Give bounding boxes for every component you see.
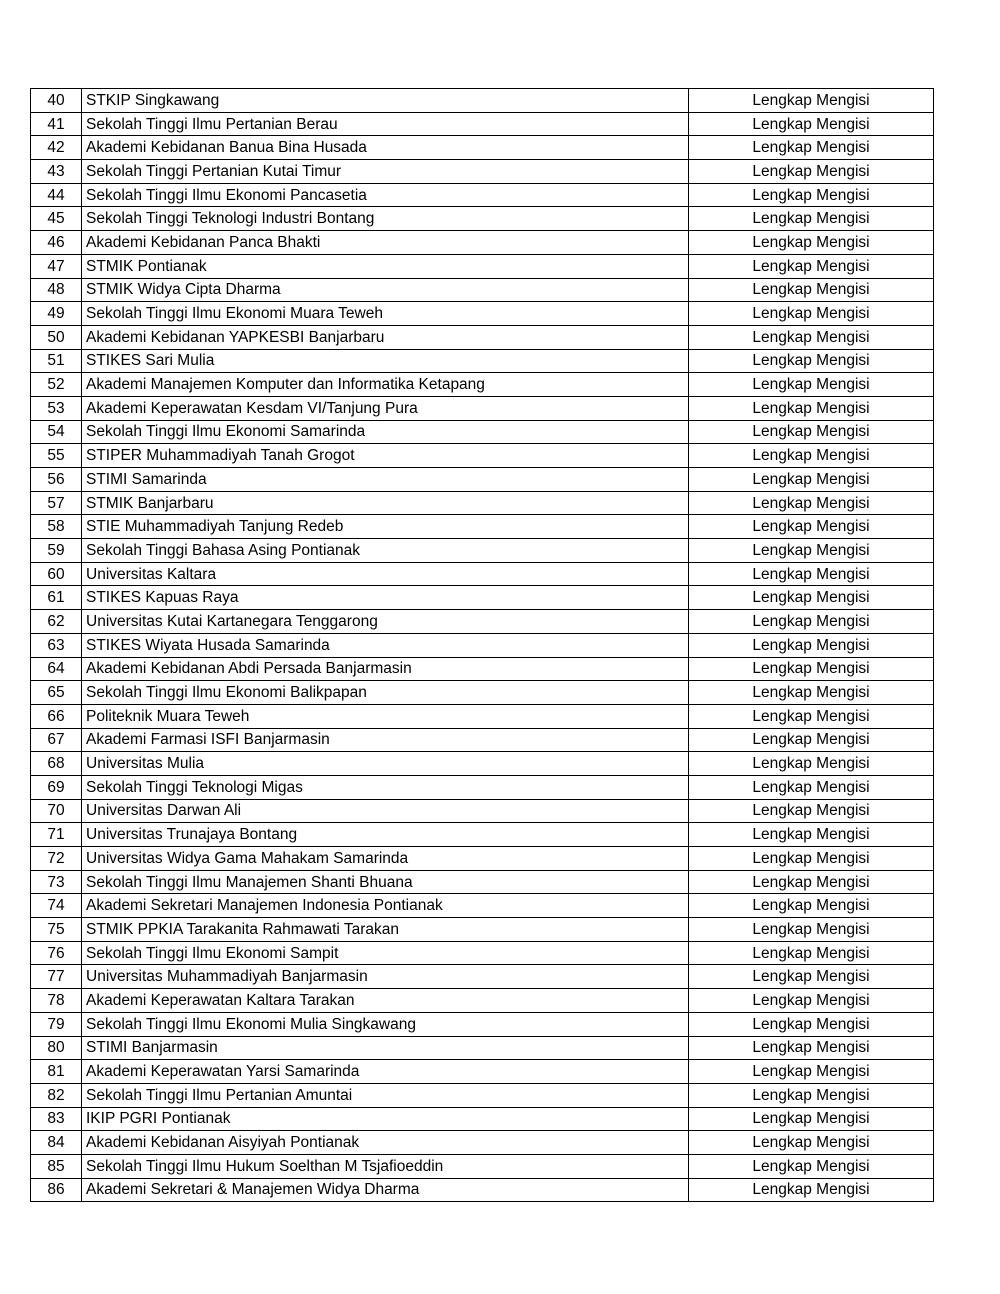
status-cell: Lengkap Mengisi [689,728,934,752]
table-row [31,586,934,610]
status-cell: Lengkap Mengisi [689,657,934,681]
status-cell: Lengkap Mengisi [689,89,934,113]
table-row [31,918,934,942]
table-row [31,468,934,492]
institution-name-cell: Sekolah Tinggi Ilmu Ekonomi Balikpapan [82,681,689,705]
institution-name-cell: Akademi Kebidanan Panca Bhakti [82,231,689,255]
table-row [31,681,934,705]
table-row [31,1012,934,1036]
status-cell: Lengkap Mengisi [689,633,934,657]
institution-name-cell: STIKES Kapuas Raya [82,586,689,610]
status-cell: Lengkap Mengisi [689,491,934,515]
institution-name-cell: Akademi Kebidanan Aisyiyah Pontianak [82,1131,689,1155]
institution-name-cell: Sekolah Tinggi Ilmu Pertanian Amuntai [82,1083,689,1107]
institution-name-cell: Universitas Muhammadiyah Banjarmasin [82,965,689,989]
row-number-cell: 58 [31,515,82,539]
institution-name-cell: STIPER Muhammadiyah Tanah Grogot [82,444,689,468]
table-row [31,231,934,255]
table-row [31,823,934,847]
table-row [31,1060,934,1084]
table-row [31,112,934,136]
row-number-cell: 71 [31,823,82,847]
institution-name-cell: Universitas Darwan Ali [82,799,689,823]
status-cell: Lengkap Mengisi [689,752,934,776]
institution-name-cell: Sekolah Tinggi Teknologi Migas [82,775,689,799]
institution-name-cell: Politeknik Muara Teweh [82,704,689,728]
status-cell: Lengkap Mengisi [689,254,934,278]
row-number-cell: 73 [31,870,82,894]
row-number-cell: 41 [31,112,82,136]
table-row [31,1036,934,1060]
row-number-cell: 59 [31,539,82,563]
status-cell: Lengkap Mengisi [689,136,934,160]
row-number-cell: 55 [31,444,82,468]
institution-name-cell: Sekolah Tinggi Ilmu Ekonomi Pancasetia [82,183,689,207]
status-cell: Lengkap Mengisi [689,444,934,468]
row-number-cell: 82 [31,1083,82,1107]
row-number-cell: 51 [31,349,82,373]
row-number-cell: 79 [31,1012,82,1036]
table-row [31,373,934,397]
row-number-cell: 43 [31,160,82,184]
institution-name-cell: Sekolah Tinggi Ilmu Hukum Soelthan M Tsjafioeddin [82,1154,689,1178]
row-number-cell: 78 [31,989,82,1013]
status-cell: Lengkap Mengisi [689,183,934,207]
status-cell: Lengkap Mengisi [689,610,934,634]
row-number-cell: 49 [31,302,82,326]
row-number-cell: 56 [31,468,82,492]
table-row [31,775,934,799]
table-row [31,515,934,539]
institution-name-cell: STIKES Sari Mulia [82,349,689,373]
status-cell: Lengkap Mengisi [689,775,934,799]
table-row [31,989,934,1013]
table-row [31,183,934,207]
status-cell: Lengkap Mengisi [689,1083,934,1107]
institution-table [30,88,934,1202]
row-number-cell: 45 [31,207,82,231]
row-number-cell: 70 [31,799,82,823]
row-number-cell: 62 [31,610,82,634]
status-cell: Lengkap Mengisi [689,396,934,420]
institution-name-cell: Akademi Farmasi ISFI Banjarmasin [82,728,689,752]
row-number-cell: 57 [31,491,82,515]
institution-name-cell: Akademi Kebidanan Abdi Persada Banjarmasin [82,657,689,681]
status-cell: Lengkap Mengisi [689,965,934,989]
status-cell: Lengkap Mengisi [689,870,934,894]
row-number-cell: 67 [31,728,82,752]
row-number-cell: 68 [31,752,82,776]
status-cell: Lengkap Mengisi [689,207,934,231]
table-row [31,136,934,160]
table-row [31,633,934,657]
row-number-cell: 65 [31,681,82,705]
institution-name-cell: Akademi Keperawatan Kaltara Tarakan [82,989,689,1013]
row-number-cell: 61 [31,586,82,610]
institution-name-cell: Akademi Kebidanan YAPKESBI Banjarbaru [82,325,689,349]
status-cell: Lengkap Mengisi [689,918,934,942]
table-row [31,941,934,965]
table-row [31,325,934,349]
institution-name-cell: IKIP PGRI Pontianak [82,1107,689,1131]
table-row [31,302,934,326]
row-number-cell: 85 [31,1154,82,1178]
row-number-cell: 60 [31,562,82,586]
table-body [31,89,934,1202]
institution-name-cell: Akademi Kebidanan Banua Bina Husada [82,136,689,160]
institution-name-cell: Universitas Kutai Kartanegara Tenggarong [82,610,689,634]
table-row [31,278,934,302]
institution-name-cell: Akademi Keperawatan Yarsi Samarinda [82,1060,689,1084]
row-number-cell: 83 [31,1107,82,1131]
table-row [31,539,934,563]
institution-name-cell: Sekolah Tinggi Ilmu Ekonomi Sampit [82,941,689,965]
institution-name-cell: Akademi Sekretari & Manajemen Widya Dharma [82,1178,689,1202]
institution-name-cell: Sekolah Tinggi Ilmu Manajemen Shanti Bhuana [82,870,689,894]
status-cell: Lengkap Mengisi [689,302,934,326]
status-cell: Lengkap Mengisi [689,681,934,705]
table-row [31,89,934,113]
institution-name-cell: Sekolah Tinggi Pertanian Kutai Timur [82,160,689,184]
row-number-cell: 77 [31,965,82,989]
table-row [31,1131,934,1155]
status-cell: Lengkap Mengisi [689,1154,934,1178]
institution-name-cell: Akademi Manajemen Komputer dan Informatika Ketapang [82,373,689,397]
row-number-cell: 84 [31,1131,82,1155]
status-cell: Lengkap Mengisi [689,1131,934,1155]
row-number-cell: 48 [31,278,82,302]
status-cell: Lengkap Mengisi [689,894,934,918]
row-number-cell: 53 [31,396,82,420]
status-cell: Lengkap Mengisi [689,515,934,539]
row-number-cell: 64 [31,657,82,681]
status-cell: Lengkap Mengisi [689,373,934,397]
row-number-cell: 74 [31,894,82,918]
row-number-cell: 72 [31,847,82,871]
status-cell: Lengkap Mengisi [689,420,934,444]
status-cell: Lengkap Mengisi [689,941,934,965]
row-number-cell: 76 [31,941,82,965]
row-number-cell: 75 [31,918,82,942]
institution-name-cell: Sekolah Tinggi Ilmu Ekonomi Muara Teweh [82,302,689,326]
institution-name-cell: STMIK Pontianak [82,254,689,278]
status-cell: Lengkap Mengisi [689,1012,934,1036]
status-cell: Lengkap Mengisi [689,562,934,586]
table-row [31,657,934,681]
row-number-cell: 44 [31,183,82,207]
status-cell: Lengkap Mengisi [689,160,934,184]
status-cell: Lengkap Mengisi [689,1107,934,1131]
row-number-cell: 52 [31,373,82,397]
status-cell: Lengkap Mengisi [689,1036,934,1060]
institution-name-cell: Sekolah Tinggi Bahasa Asing Pontianak [82,539,689,563]
table-row [31,420,934,444]
institution-name-cell: STIMI Banjarmasin [82,1036,689,1060]
institution-name-cell: STIE Muhammadiyah Tanjung Redeb [82,515,689,539]
row-number-cell: 47 [31,254,82,278]
table-row [31,1154,934,1178]
institution-name-cell: Universitas Mulia [82,752,689,776]
table-row [31,728,934,752]
table-row [31,894,934,918]
table-row [31,799,934,823]
institution-name-cell: Sekolah Tinggi Ilmu Ekonomi Samarinda [82,420,689,444]
row-number-cell: 81 [31,1060,82,1084]
row-number-cell: 42 [31,136,82,160]
table-row [31,396,934,420]
status-cell: Lengkap Mengisi [689,799,934,823]
table-row [31,349,934,373]
table-row [31,491,934,515]
status-cell: Lengkap Mengisi [689,989,934,1013]
row-number-cell: 54 [31,420,82,444]
institution-name-cell: Sekolah Tinggi Ilmu Ekonomi Mulia Singkawang [82,1012,689,1036]
table-row [31,160,934,184]
status-cell: Lengkap Mengisi [689,112,934,136]
table-row [31,704,934,728]
status-cell: Lengkap Mengisi [689,325,934,349]
institution-name-cell: STMIK PPKIA Tarakanita Rahmawati Tarakan [82,918,689,942]
status-cell: Lengkap Mengisi [689,704,934,728]
row-number-cell: 50 [31,325,82,349]
status-cell: Lengkap Mengisi [689,1060,934,1084]
institution-name-cell: STIKES Wiyata Husada Samarinda [82,633,689,657]
row-number-cell: 80 [31,1036,82,1060]
row-number-cell: 40 [31,89,82,113]
row-number-cell: 86 [31,1178,82,1202]
table-row [31,610,934,634]
row-number-cell: 46 [31,231,82,255]
table-row [31,752,934,776]
institution-name-cell: STKIP Singkawang [82,89,689,113]
table-row [31,444,934,468]
status-cell: Lengkap Mengisi [689,586,934,610]
table-row [31,1083,934,1107]
institution-name-cell: Universitas Trunajaya Bontang [82,823,689,847]
institution-name-cell: Universitas Widya Gama Mahakam Samarinda [82,847,689,871]
table-row [31,1107,934,1131]
status-cell: Lengkap Mengisi [689,1178,934,1202]
institution-name-cell: STIMI Samarinda [82,468,689,492]
institution-name-cell: Sekolah Tinggi Teknologi Industri Bontang [82,207,689,231]
table-row [31,847,934,871]
status-cell: Lengkap Mengisi [689,349,934,373]
table-row [31,1178,934,1202]
row-number-cell: 69 [31,775,82,799]
status-cell: Lengkap Mengisi [689,468,934,492]
row-number-cell: 63 [31,633,82,657]
institution-name-cell: Akademi Sekretari Manajemen Indonesia Pontianak [82,894,689,918]
table-row [31,870,934,894]
institution-name-cell: STMIK Banjarbaru [82,491,689,515]
status-cell: Lengkap Mengisi [689,823,934,847]
institution-name-cell: Sekolah Tinggi Ilmu Pertanian Berau [82,112,689,136]
table-row [31,562,934,586]
institution-name-cell: Universitas Kaltara [82,562,689,586]
status-cell: Lengkap Mengisi [689,539,934,563]
table-row [31,965,934,989]
institution-name-cell: Akademi Keperawatan Kesdam VI/Tanjung Pura [82,396,689,420]
institution-name-cell: STMIK Widya Cipta Dharma [82,278,689,302]
table-row [31,254,934,278]
row-number-cell: 66 [31,704,82,728]
status-cell: Lengkap Mengisi [689,231,934,255]
status-cell: Lengkap Mengisi [689,278,934,302]
table-row [31,207,934,231]
status-cell: Lengkap Mengisi [689,847,934,871]
